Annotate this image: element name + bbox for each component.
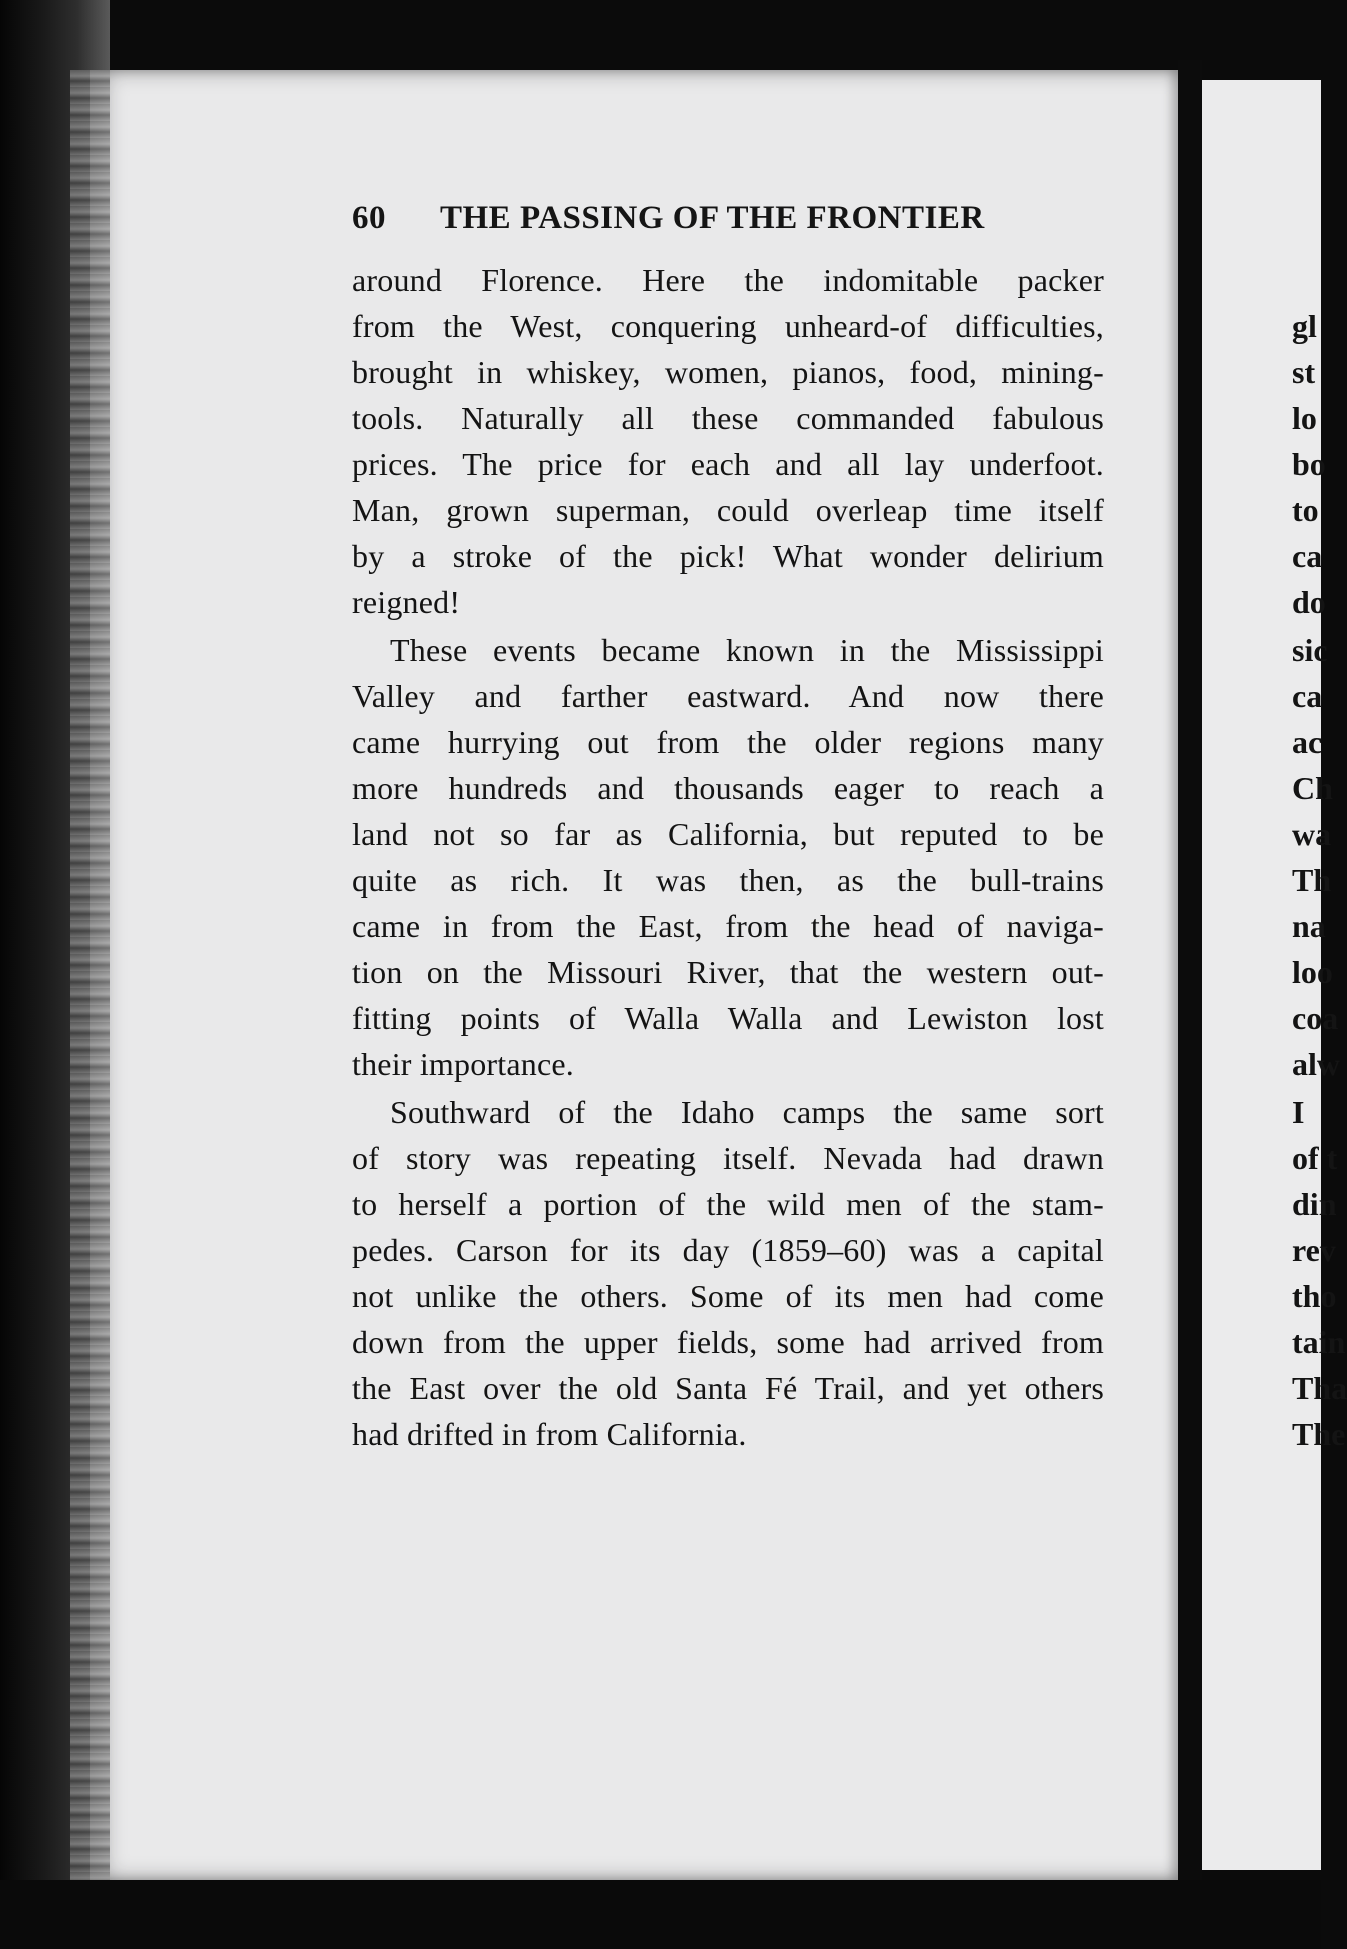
right-page-fragment: st bbox=[1292, 354, 1316, 390]
right-page-fragment: Th bbox=[1292, 862, 1332, 898]
text-line: the East over the old Santa Fé Trail, and yet others bbox=[352, 1370, 1104, 1406]
text-line: tion on the Missouri River, that the western out- bbox=[352, 954, 1104, 990]
page-number: 60 bbox=[352, 200, 386, 236]
right-page-fragment: loo bbox=[1292, 954, 1333, 990]
text-line: quite as rich. It was then, as the bull-trains bbox=[352, 862, 1104, 898]
book-gutter bbox=[1178, 60, 1202, 1880]
text-line: came hurrying out from the older regions many bbox=[352, 724, 1104, 760]
right-page-fragment: of t bbox=[1292, 1140, 1338, 1176]
right-page-fragment: wa bbox=[1292, 816, 1332, 852]
right-page-fragment: bo bbox=[1292, 446, 1326, 482]
text-line: Valley and farther eastward. And now there bbox=[352, 678, 1104, 714]
right-page-fragment: na bbox=[1292, 908, 1326, 944]
text-line: more hundreds and thousands eager to reach a bbox=[352, 770, 1104, 806]
text-line: by a stroke of the pick! What wonder delirium bbox=[352, 538, 1104, 574]
right-page-fragment: Ch bbox=[1292, 770, 1333, 806]
text-line: of story was repeating itself. Nevada had drawn bbox=[352, 1140, 1104, 1176]
text-line: to herself a portion of the wild men of the stam- bbox=[352, 1186, 1104, 1222]
text-line: pedes. Carson for its day (1859–60) was a capital bbox=[352, 1232, 1104, 1268]
text-line: had drifted in from California. bbox=[352, 1416, 747, 1452]
right-page-fragment: lo bbox=[1292, 400, 1317, 436]
right-page-fragment: tain bbox=[1292, 1324, 1346, 1360]
text-line: came in from the East, from the head of naviga- bbox=[352, 908, 1104, 944]
page-edge bbox=[70, 70, 110, 1880]
text-line: tools. Naturally all these commanded fabulous bbox=[352, 400, 1104, 436]
text-line: land not so far as California, but reputed to be bbox=[352, 816, 1104, 852]
running-title: THE PASSING OF THE FRONTIER bbox=[440, 200, 985, 236]
right-page-fragment: ca bbox=[1292, 678, 1323, 714]
text-line: around Florence. Here the indomitable packer bbox=[352, 262, 1104, 298]
right-page-fragment: I bbox=[1292, 1094, 1305, 1130]
text-line: down from the upper fields, some had arrived from bbox=[352, 1324, 1104, 1360]
right-page-fragment: rev bbox=[1292, 1232, 1336, 1268]
text-line: fitting points of Walla Walla and Lewiston lost bbox=[352, 1000, 1104, 1036]
right-page-fragment: alw bbox=[1292, 1046, 1340, 1082]
text-line: their importance. bbox=[352, 1046, 574, 1082]
right-page-fragment: coa bbox=[1292, 1000, 1339, 1036]
text-line: brought in whiskey, women, pianos, food, mining- bbox=[352, 354, 1104, 390]
right-page-fragment: din bbox=[1292, 1186, 1337, 1222]
right-page-fragment: ac bbox=[1292, 724, 1323, 760]
right-page-fragment: sic bbox=[1292, 632, 1328, 668]
text-line: Southward of the Idaho camps the same sort bbox=[390, 1094, 1104, 1130]
text-line: not unlike the others. Some of its men had come bbox=[352, 1278, 1104, 1314]
running-header bbox=[352, 200, 1112, 237]
text-line: prices. The price for each and all lay underfoot. bbox=[352, 446, 1104, 482]
text-line: Man, grown superman, could overleap time itself bbox=[352, 492, 1104, 528]
text-line: reigned! bbox=[352, 584, 461, 620]
right-page-fragment: to bbox=[1292, 492, 1319, 528]
right-page-fragment: The bbox=[1292, 1416, 1346, 1452]
text-line: These events became known in the Mississippi bbox=[390, 632, 1104, 668]
right-page-fragment: Tha bbox=[1292, 1370, 1347, 1406]
right-page-fragment: do bbox=[1292, 584, 1326, 620]
scan-bottom-edge bbox=[0, 1880, 1321, 1949]
text-line: from the West, conquering unheard-of difficulties, bbox=[352, 308, 1104, 344]
right-page-fragment: tho bbox=[1292, 1278, 1337, 1314]
right-page-fragment: ca bbox=[1292, 538, 1323, 574]
right-page-fragment: gl bbox=[1292, 308, 1317, 344]
